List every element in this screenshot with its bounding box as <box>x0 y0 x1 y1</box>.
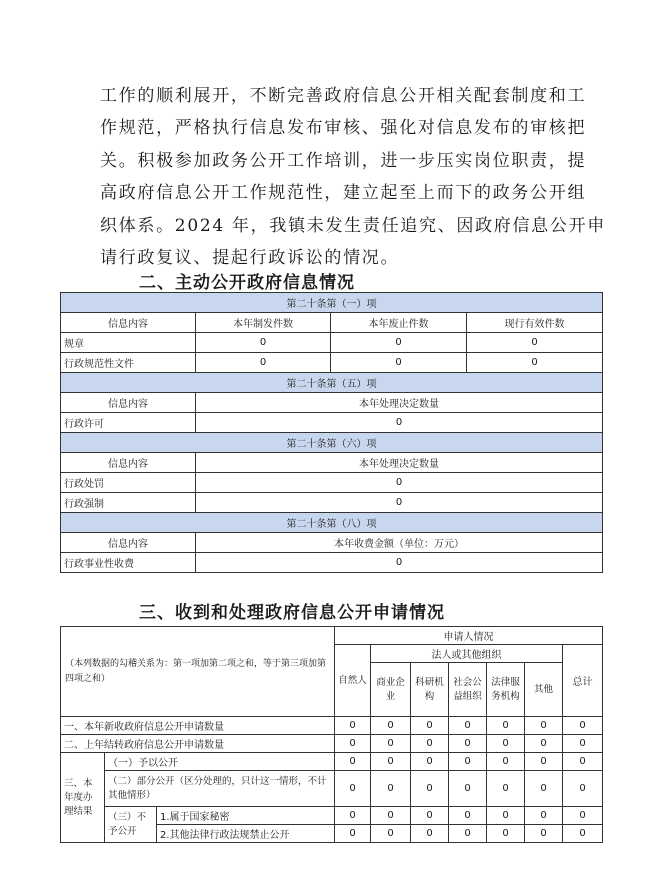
cell-value: 0 <box>371 735 411 753</box>
cell-value: 0 <box>467 353 603 373</box>
cell-value: 0 <box>196 413 603 433</box>
cell-value: 0 <box>449 717 487 735</box>
art20-6-title: 第二十条第（六）项 <box>61 433 603 453</box>
row-label: 规章 <box>61 333 196 353</box>
org-type-header: 商业企业 <box>371 663 411 717</box>
col-header: 信息内容 <box>61 393 196 413</box>
cell-value: 0 <box>449 807 487 825</box>
intro-paragraph <box>100 80 606 274</box>
cell-value: 0 <box>196 493 603 513</box>
col-header: 本年制发件数 <box>196 313 331 333</box>
cell-value: 0 <box>487 825 525 843</box>
table-row <box>61 753 603 771</box>
note-cell: （本列数据的勾稽关系为：第一项加第二项之和，等于第三项加第四项之和） <box>61 627 335 717</box>
art20-1-title: 第二十条第（一）项 <box>61 293 603 313</box>
row-label: 1.属于国家秘密 <box>157 807 335 825</box>
row-label: （一）予以公开 <box>105 753 335 771</box>
org-type-header: 其他 <box>525 663 563 717</box>
row-label: 行政规范性文件 <box>61 353 196 373</box>
table-row <box>61 333 603 353</box>
org-type-header: 科研机构 <box>411 663 449 717</box>
cell-value: 0 <box>411 807 449 825</box>
cell-value: 0 <box>335 807 371 825</box>
cell-value: 0 <box>196 353 331 373</box>
cell-value: 0 <box>196 473 603 493</box>
row-label: 一、本年新收政府信息公开申请数量 <box>61 717 335 735</box>
table-row <box>61 771 603 807</box>
cell-value: 0 <box>487 717 525 735</box>
cell-value: 0 <box>335 717 371 735</box>
art20-5-title: 第二十条第（五）项 <box>61 373 603 393</box>
cell-value: 0 <box>371 825 411 843</box>
applicant-header: 申请人情况 <box>335 627 603 645</box>
art20-8-title: 第二十条第（八）项 <box>61 513 603 533</box>
cell-value: 0 <box>525 735 563 753</box>
org-type-header: 法律服务机构 <box>487 663 525 717</box>
col-header: 现行有效件数 <box>467 313 603 333</box>
paragraph-line: 工作的顺利展开，不断完善政府信息公开相关配套制度和工 <box>100 86 587 106</box>
row-label: 行政处罚 <box>61 473 196 493</box>
col-header: 本年处理决定数量 <box>196 393 603 413</box>
total-header: 总计 <box>563 645 603 717</box>
cell-value: 0 <box>335 771 371 807</box>
cell-value: 0 <box>449 771 487 807</box>
cell-value: 0 <box>335 735 371 753</box>
cell-value: 0 <box>563 771 603 807</box>
cell-value: 0 <box>371 807 411 825</box>
row-label: 2.其他法律行政法规禁止公开 <box>157 825 335 843</box>
section2-heading: 二、主动公开政府信息情况 <box>139 273 355 293</box>
cell-value: 0 <box>335 825 371 843</box>
cell-value: 0 <box>411 771 449 807</box>
cell-value: 0 <box>487 753 525 771</box>
application-handling-table <box>60 626 603 843</box>
cell-value: 0 <box>525 807 563 825</box>
cell-value: 0 <box>525 717 563 735</box>
paragraph-line: 织体系。2024 年，我镇未发生责任追究、因政府信息公开申 <box>100 215 606 236</box>
row-label: （二）部分公开（区分处理的，只计这一情形，不计其他情形） <box>105 771 335 807</box>
col-header: 本年收费金额（单位：万元） <box>196 533 603 553</box>
col-header: 本年处理决定数量 <box>196 453 603 473</box>
cell-value: 0 <box>563 735 603 753</box>
cell-value: 0 <box>371 717 411 735</box>
cell-value: 0 <box>331 353 467 373</box>
cell-value: 0 <box>371 753 411 771</box>
paragraph-line: 高政府信息公开工作规范性，建立起至上而下的政务公开组 <box>100 183 587 204</box>
paragraph-line: 作规范，严格执行信息发布审核、强化对信息发布的审核把 <box>100 118 587 139</box>
col-header: 信息内容 <box>61 313 196 333</box>
natural-person-header: 自然人 <box>335 645 371 717</box>
cell-value: 0 <box>563 717 603 735</box>
paragraph-line: 请行政复议、提起行政诉讼的情况。 <box>100 248 400 269</box>
proactive-disclosure-table <box>60 292 603 573</box>
cell-value: 0 <box>525 825 563 843</box>
table-row <box>61 353 603 373</box>
cell-value: 0 <box>563 753 603 771</box>
table-row <box>61 553 603 573</box>
row-label: 行政事业性收费 <box>61 553 196 573</box>
table-row <box>61 413 603 433</box>
col-header: 信息内容 <box>61 453 196 473</box>
cell-value: 0 <box>331 333 467 353</box>
legal-org-header: 法人或其他组织 <box>371 645 563 663</box>
row-label: 二、上年结转政府信息公开申请数量 <box>61 735 335 753</box>
cell-value: 0 <box>487 735 525 753</box>
cell-value: 0 <box>411 735 449 753</box>
withheld-group-label: （三）不予公开 <box>105 807 157 843</box>
table-row <box>61 807 603 825</box>
cell-value: 0 <box>487 807 525 825</box>
cell-value: 0 <box>563 825 603 843</box>
cell-value: 0 <box>196 553 603 573</box>
table-row <box>61 717 603 735</box>
col-header: 信息内容 <box>61 533 196 553</box>
cell-value: 0 <box>449 753 487 771</box>
row-label: 行政强制 <box>61 493 196 513</box>
paragraph-line: 关。积极参加政务公开工作培训，进一步压实岗位职责，提 <box>100 150 587 171</box>
table-row <box>61 735 603 753</box>
col-header: 本年废止件数 <box>331 313 467 333</box>
cell-value: 0 <box>411 825 449 843</box>
cell-value: 0 <box>563 807 603 825</box>
table-row <box>61 473 603 493</box>
result-group-label: 三、本年度办理结果 <box>61 753 105 843</box>
cell-value: 0 <box>335 753 371 771</box>
table-row <box>61 493 603 513</box>
cell-value: 0 <box>487 771 525 807</box>
cell-value: 0 <box>411 717 449 735</box>
row-label: 行政许可 <box>61 413 196 433</box>
section3-heading: 三、收到和处理政府信息公开申请情况 <box>139 603 445 623</box>
cell-value: 0 <box>371 771 411 807</box>
cell-value: 0 <box>525 771 563 807</box>
org-type-header: 社会公益组织 <box>449 663 487 717</box>
cell-value: 0 <box>196 333 331 353</box>
cell-value: 0 <box>525 753 563 771</box>
cell-value: 0 <box>449 735 487 753</box>
cell-value: 0 <box>449 825 487 843</box>
cell-value: 0 <box>411 753 449 771</box>
cell-value: 0 <box>467 333 603 353</box>
